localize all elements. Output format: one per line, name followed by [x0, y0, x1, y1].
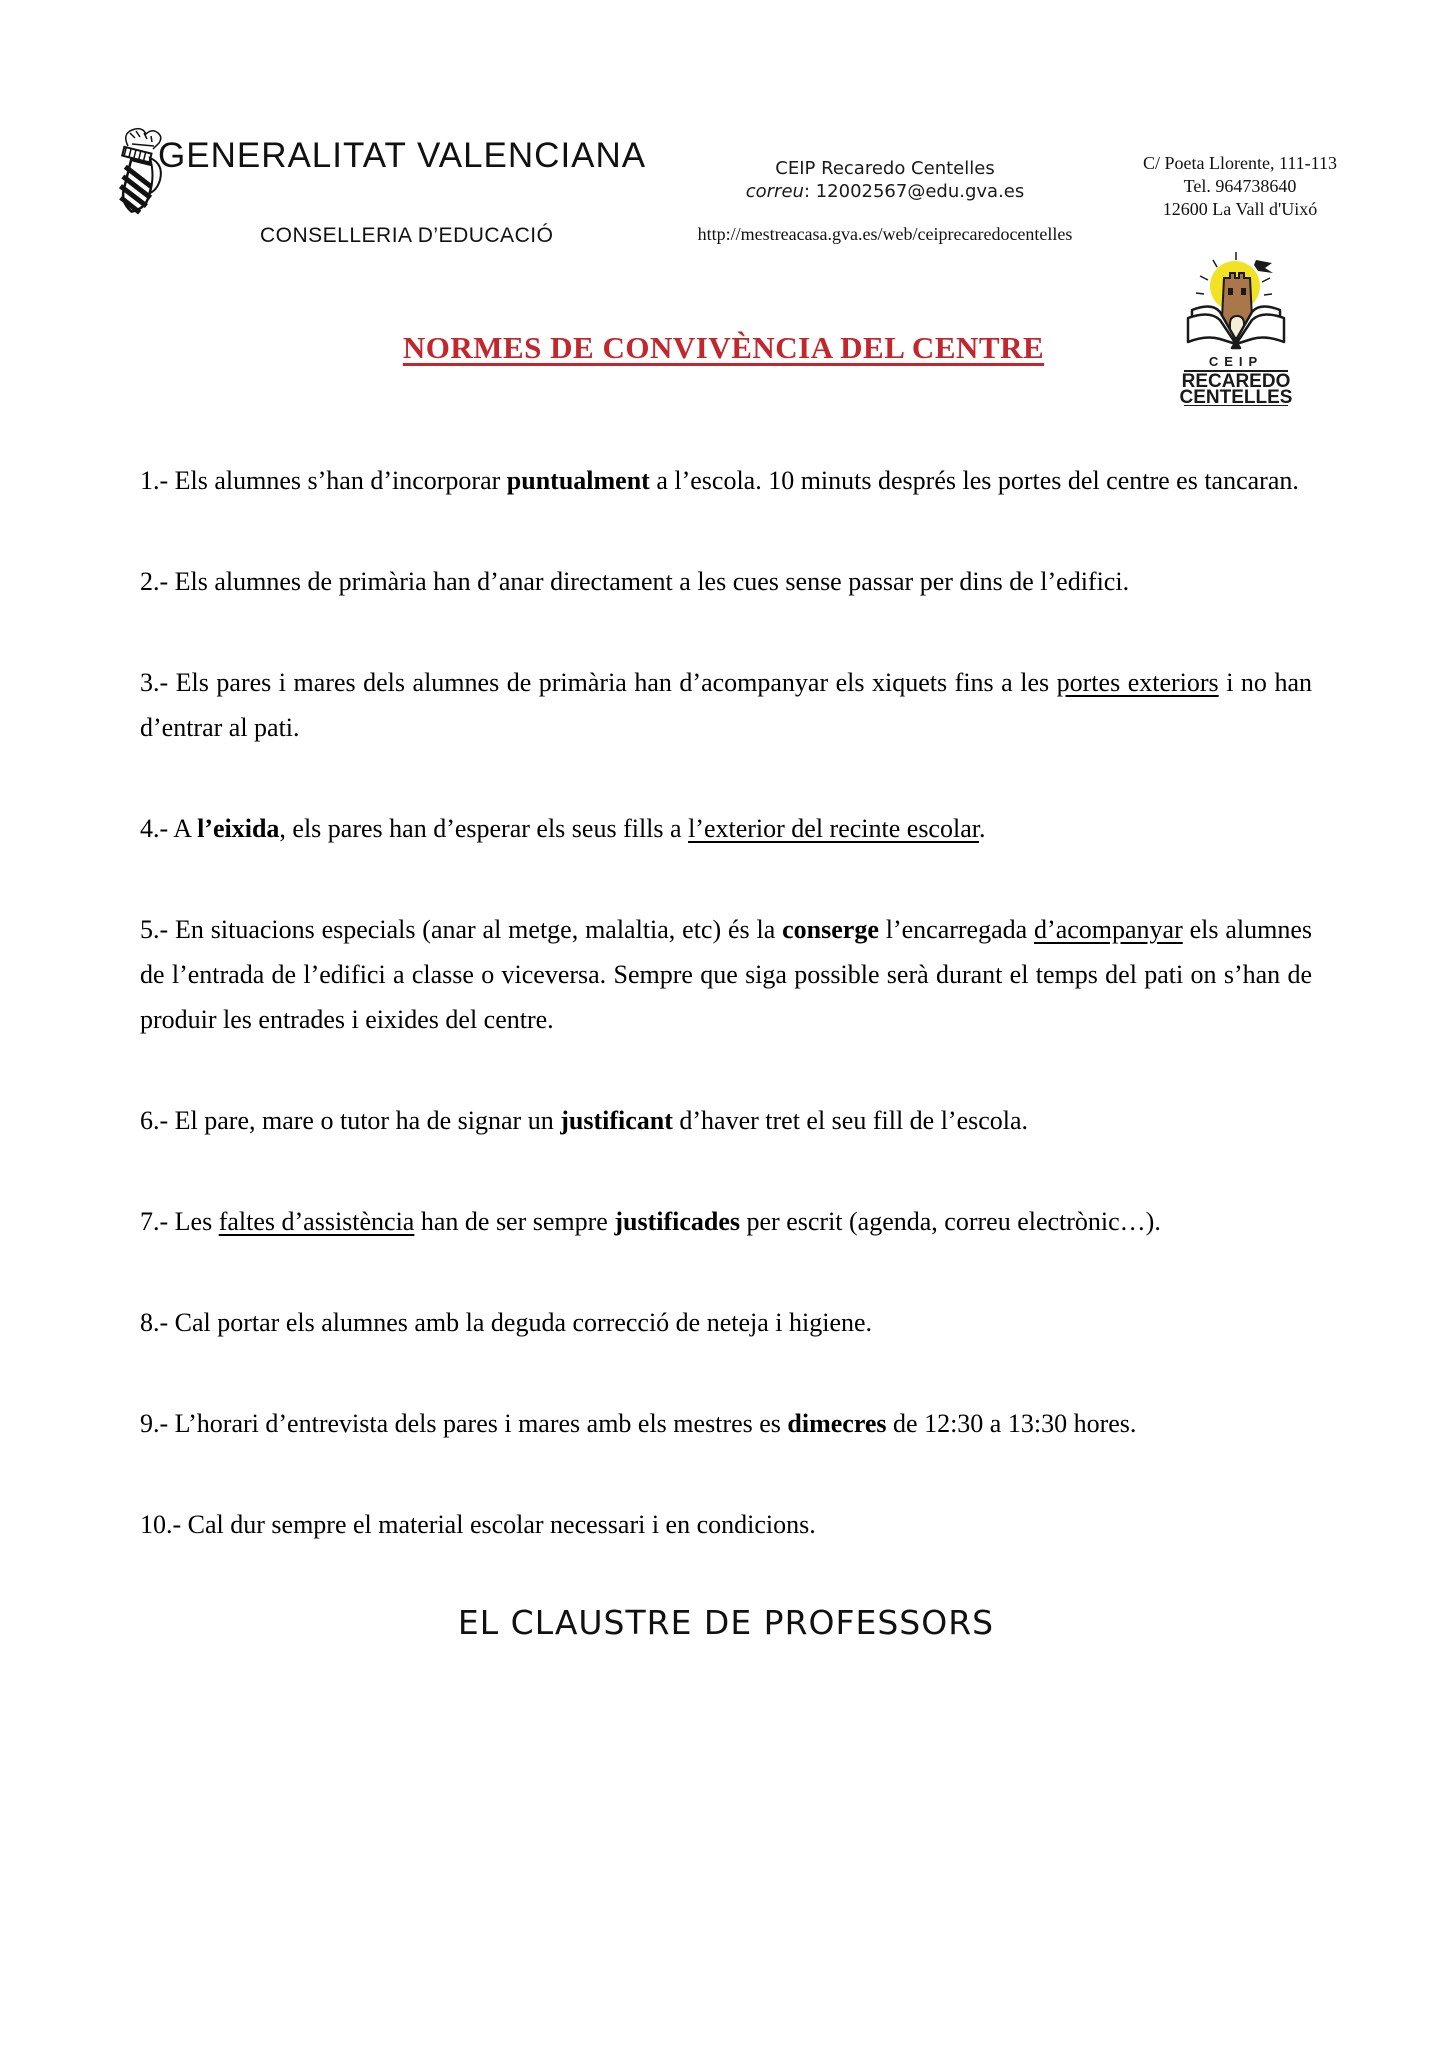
rule-text: 6.- El pare, mare o tutor ha de signar un — [140, 1106, 561, 1135]
rule-item — [140, 1401, 1312, 1446]
rule-text: han de ser sempre — [414, 1207, 615, 1236]
rule-item — [140, 907, 1312, 1042]
rule-text: l’encarregada — [878, 915, 1035, 944]
footer-signature: EL CLAUSTRE DE PROFESSORS — [457, 1603, 995, 1642]
logo-line-ceip: CEIP — [1208, 354, 1264, 369]
rule-text: els alumnes de l’entrada de l’edifici a classe o viceversa. Sempre que siga possible serà durant el temps del pati on s’han de produir les entrades i eixides del centre. — [140, 915, 1312, 1034]
rule-text: 4.- A — [140, 814, 198, 843]
rule-text: 1.- Els alumnes s’han d’incorporar — [140, 466, 507, 495]
rule-text: a l’escola. 10 minuts després les portes del centre es tancaran. — [649, 466, 1299, 495]
address-line: C/ Poeta Llorente, 111-113 — [1143, 153, 1337, 173]
rule-text: , els pares han d’esperar els seus fills a — [279, 814, 689, 843]
rule-item — [140, 1098, 1312, 1143]
page-title: NORMES DE CONVIVÈNCIA DEL CENTRE — [402, 330, 1045, 365]
rule-item — [140, 458, 1312, 503]
rule-text: i no han d’entrar al pati. — [140, 668, 1312, 742]
rule-item — [140, 806, 1312, 851]
rule-text: 10.- Cal dur sempre el material escolar necessari i en condicions. — [140, 1510, 816, 1539]
rule-text: l’eixida — [197, 814, 280, 843]
logo-line-centelles: CENTELLES — [1179, 387, 1293, 406]
school-website: http://mestreacasa.gva.es/web/ceiprecaredocentelles — [697, 224, 1073, 244]
rule-text: 9.- L’horari d’entrevista dels pares i mares amb els mestres es — [140, 1409, 788, 1438]
rule-text: puntualment — [506, 466, 650, 495]
rule-text: faltes d’assistència — [218, 1207, 415, 1236]
rule-text: 7.- Les — [140, 1207, 219, 1236]
rule-text: portes exteriors — [1056, 668, 1219, 697]
email-value: : 12002567@edu.gva.es — [803, 181, 1025, 202]
address-line: Tel. 964738640 — [1183, 176, 1297, 197]
email-label: correu — [745, 181, 804, 202]
school-logo — [1178, 248, 1294, 406]
rule-item — [140, 1199, 1312, 1244]
rule-text: . — [978, 814, 986, 843]
rules-list — [140, 458, 1312, 1642]
rule-text: 8.- Cal portar els alumnes amb la deguda correcció de neteja i higiene. — [140, 1308, 873, 1337]
rule-item — [140, 1502, 1312, 1547]
rule-text: d’acompanyar — [1034, 915, 1183, 944]
rule-text: d’haver tret el seu fill de l’escola. — [672, 1106, 1029, 1135]
address-line: 12600 La Vall d'Uixó — [1162, 199, 1318, 220]
org-department: CONSELLERIA D’EDUCACIÓ — [260, 224, 554, 247]
rule-text: conserge — [782, 915, 879, 944]
school-contact-block — [655, 158, 1115, 245]
rule-text: justificades — [614, 1207, 741, 1236]
rule-item — [140, 660, 1312, 750]
rule-text: justificant — [560, 1106, 673, 1135]
rule-text: 3.- Els pares i mares dels alumnes de primària han d’acompanyar els xiquets fins a les — [140, 668, 1057, 697]
rule-text: de 12:30 a 13:30 hores. — [886, 1409, 1137, 1438]
rule-text: dimecres — [787, 1409, 887, 1438]
logo-line-recaredo: RECAREDO — [1181, 371, 1291, 392]
rule-text: per escrit (agenda, correu electrònic…). — [740, 1207, 1161, 1236]
school-name: CEIP Recaredo Centelles — [775, 158, 995, 179]
rule-item — [140, 1300, 1312, 1345]
rule-text: l’exterior del recinte escolar — [688, 814, 979, 843]
school-email — [655, 181, 1115, 202]
org-name: GENERALITAT VALENCIANA — [158, 136, 647, 175]
rule-item — [140, 559, 1312, 604]
rule-text: 5.- En situacions especials (anar al metge, malaltia, etc) és la — [140, 915, 783, 944]
school-address-block — [1110, 152, 1370, 221]
rule-text: 2.- Els alumnes de primària han d’anar directament a les cues sense passar per dins de l’edifici. — [140, 567, 1130, 596]
